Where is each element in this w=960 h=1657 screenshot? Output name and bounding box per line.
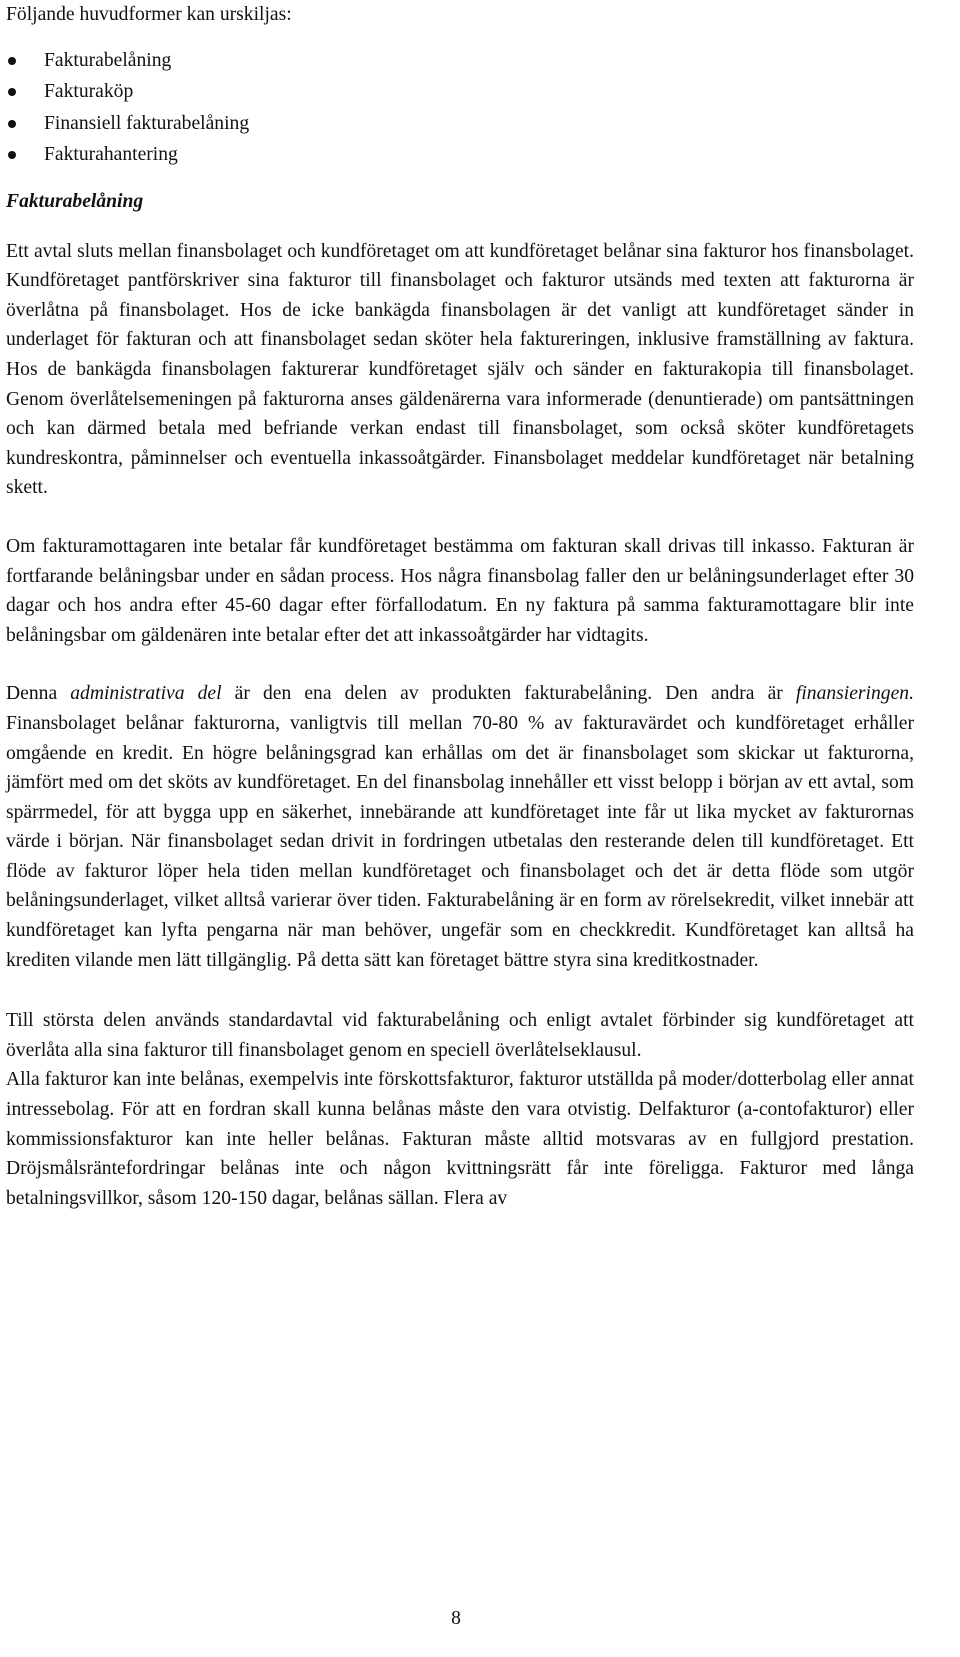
bullet-icon bbox=[8, 151, 16, 159]
emphasis-administrative-part: administrativa del bbox=[70, 683, 222, 705]
list-item: Fakturaköp bbox=[6, 76, 914, 108]
paragraph-5: Alla fakturor kan inte belånas, exempelvis inte förskottsfakturor, fakturor utställda på moder/dotterbolag eller annat intressebolag. För att en fordran skall kunna belånas måste den vara otvistig. Delfakturor (a-contofakturor) eller kommissionsfakturor kan inte heller belånas. Fakturan måste alltid motsvaras av en fullgjord prestation. Dröjsmålsräntefordringar belånas inte och någon kvittningsrätt får inte föreligga. Fakturor med långa betalningsvillkor, såsom 120-150 dagar, belånas sällan. Flera av bbox=[6, 1069, 914, 1209]
document-page bbox=[6, 0, 914, 1213]
bullet-icon bbox=[8, 120, 16, 128]
bullet-icon bbox=[8, 88, 16, 96]
list-item: Finansiell fakturabelåning bbox=[6, 108, 914, 140]
page-number: 8 bbox=[451, 1608, 461, 1629]
emphasis-financing: finansieringen. bbox=[795, 683, 914, 705]
section-heading: Fakturabelåning bbox=[6, 190, 144, 212]
paragraph-1: Ett avtal sluts mellan finansbolaget och kundföretaget om att kundföretaget belånar sina fakturor hos finansbolaget. Kundföretaget pantförskriver sina fakturor till finansbolaget och fakturor utsänds med texten att fakturorna är överlåtna på finansbolaget. Hos de icke bankägda finansbolagen är det vanligt att kundföretaget sänder in underlaget för fakturan och att finansbolaget sedan sköter hela faktureringen, inklusive framställning av faktura. Hos de bankägda finansbolagen fakturerar kundföretaget själv och sänder en fakturakopia till finansbolaget. Genom överlåtelsemeningen på fakturorna anses gäldenärerna vara informerade (denuntierade) om pantsättningen och kan därmed betala med befriande verkan endast till finansbolaget, som också sköter kundföretagets kundreskontra, påminnelser och eventuella inkassoåtgärder. Finansbolaget meddelar kundföretaget när betalning skett. bbox=[6, 240, 914, 499]
main-forms-list bbox=[6, 45, 914, 171]
paragraph-4: Till största delen används standardavtal vid fakturabelåning och enligt avtalet förbinder sig kundföretaget att överlåta alla sina fakturor till finansbolaget genom en speciell överlåtelseklausul. bbox=[6, 1010, 914, 1061]
intro-text: Följande huvudformer kan urskiljas: bbox=[6, 4, 292, 25]
list-item: Fakturabelåning bbox=[6, 45, 914, 77]
list-item: Fakturahantering bbox=[6, 139, 914, 171]
paragraph-2: Om fakturamottagaren inte betalar får kundföretaget bestämma om fakturan skall drivas till inkasso. Fakturan är fortfarande belåningsbar under en sådan process. Hos några finansbolag faller den ur belåningsunderlaget efter 30 dagar och hos andra efter 45-60 dagar efter förfallodatum. En ny faktura på samma fakturamottagare blir inte belåningsbar om gäldenären inte betalar efter det att inkassoåtgärder har vidtagits. bbox=[6, 535, 914, 646]
paragraph-3: Denna administrativa del är den ena delen av produkten fakturabelåning. Den andra är finansieringen. Finansbolaget belånar fakturorna, vanligtvis till mellan 70-80 % av fakturavärdet och kundföretaget erhåller omgående en kredit. En högre belåningsgrad kan erhållas om det är finansbolaget som skickar ut fakturorna, jämfört med om det sköts av kundföretaget. En del finansbolag innehåller ett visst belopp i början av ett avtal, som spärrmedel, för att bygga upp en säkerhet, innebärande att kundföretaget inte får ut lika mycket av fakturornas värde i början. När finansbolaget sedan drivit in fordringen utbetalas den resterande delen till kundföretaget. Ett flöde av fakturor löper hela tiden mellan kundföretaget och finansbolaget och det är detta flöde som utgör belåningsunderlaget, vilket alltså varierar över tiden. Fakturabelåning är en form av rörelsekredit, vilket innebär att kundföretaget kan lyfta pengarna när man behöver, ungefär som en checkkredit. Kundföretaget kan alltså ha krediten vilande men lätt tillgänglig. På detta sätt kan företaget bättre styra sina kreditkostnader. bbox=[6, 683, 914, 971]
bullet-icon bbox=[8, 57, 16, 65]
